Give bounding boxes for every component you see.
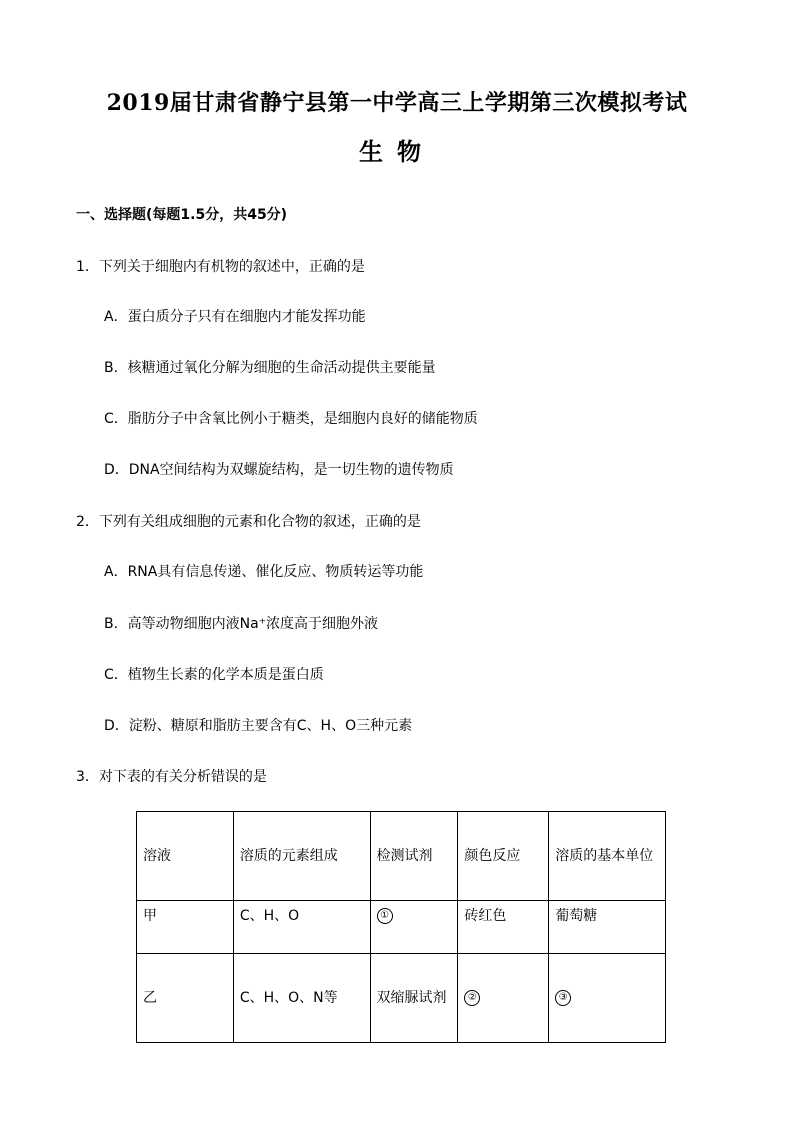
question-1-option-a: A．蛋白质分子只有在细胞内才能发挥功能 bbox=[104, 309, 366, 325]
question-2-option-d: D．淀粉、糖原和脂肪主要含有C、H、O三种元素 bbox=[104, 718, 413, 734]
question-1-option-b: B．核糖通过氧化分解为细胞的生命活动提供主要能量 bbox=[104, 360, 436, 376]
circled-number: ③ bbox=[555, 990, 571, 1006]
table-row bbox=[137, 901, 666, 954]
table-header-cell: 溶液 bbox=[137, 812, 234, 901]
circled-number: ② bbox=[464, 990, 480, 1006]
table-cell bbox=[458, 954, 549, 1043]
table-header-cell: 溶质的元素组成 bbox=[233, 812, 370, 901]
table-header-cell: 检测试剂 bbox=[370, 812, 458, 901]
question-1-option-d: D．DNA空间结构为双螺旋结构，是一切生物的遗传物质 bbox=[104, 462, 454, 478]
table-cell: C、H、O bbox=[233, 901, 370, 954]
table-cell bbox=[549, 954, 666, 1043]
section-heading: 一、选择题(每题1.5分，共45分) bbox=[76, 207, 288, 223]
table-row bbox=[137, 954, 666, 1043]
question-2-option-c: C．植物生长素的化学本质是蛋白质 bbox=[104, 667, 324, 683]
question-2-stem: 2．下列有关组成细胞的元素和化合物的叙述，正确的是 bbox=[76, 514, 421, 530]
table-cell bbox=[370, 901, 458, 954]
question-2-option-a: A．RNA具有信息传递、催化反应、物质转运等功能 bbox=[104, 564, 424, 580]
table-cell: 砖红色 bbox=[458, 901, 549, 954]
question-1-option-c: C．脂肪分子中含氧比例小于糖类，是细胞内良好的储能物质 bbox=[104, 411, 478, 427]
table-cell: 葡萄糖 bbox=[549, 901, 666, 954]
question-3-stem: 3．对下表的有关分析错误的是 bbox=[76, 769, 267, 785]
question-2-option-b: B．高等动物细胞内液Na⁺浓度高于细胞外液 bbox=[104, 616, 379, 632]
analysis-table bbox=[136, 811, 666, 1043]
table-header-row bbox=[137, 812, 666, 901]
table-cell: 甲 bbox=[137, 901, 234, 954]
exam-title: 2019届甘肃省静宁县第一中学高三上学期第三次模拟考试 bbox=[106, 90, 688, 116]
circled-number: ① bbox=[377, 908, 393, 924]
table-header-cell: 溶质的基本单位 bbox=[549, 812, 666, 901]
question-1-stem: 1．下列关于细胞内有机物的叙述中，正确的是 bbox=[76, 259, 365, 275]
table-header-cell: 颜色反应 bbox=[458, 812, 549, 901]
table-cell: 乙 bbox=[137, 954, 234, 1043]
table-cell: 双缩脲试剂 bbox=[370, 954, 458, 1043]
subject-title: 生物 bbox=[359, 138, 435, 166]
table-cell: C、H、O、N等 bbox=[233, 954, 370, 1043]
